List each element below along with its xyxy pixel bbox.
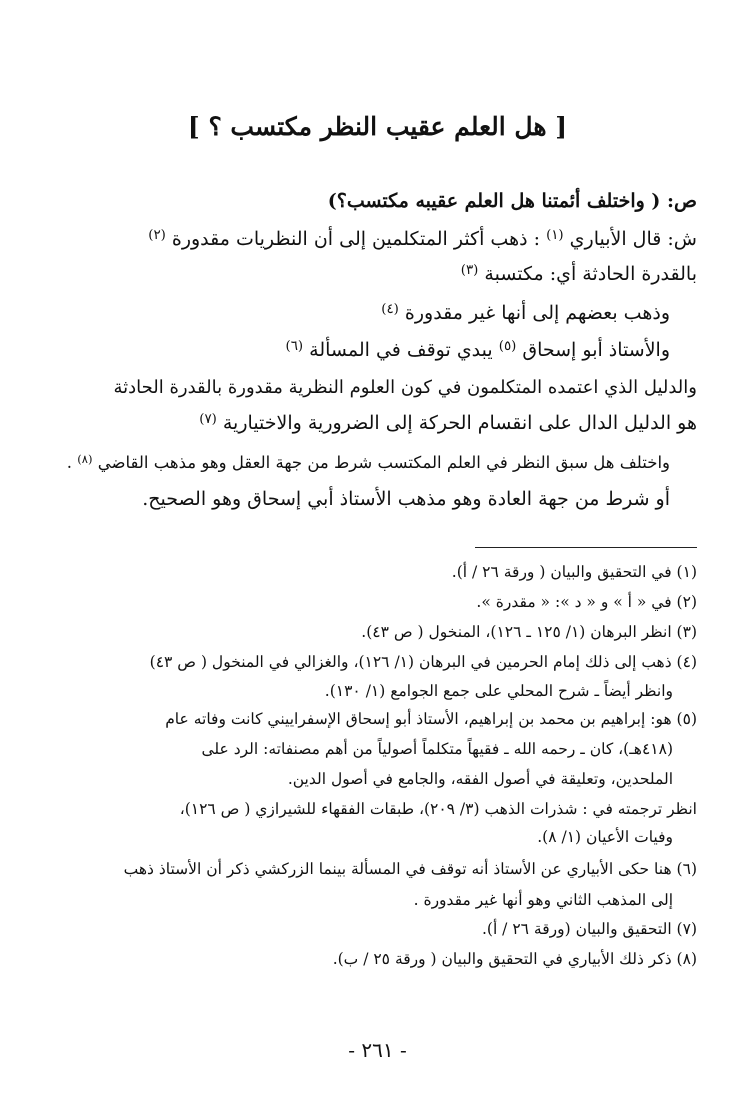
body-line-6: والدليل الذي اعتمده المتكلمون في كون العلوم النظرية مقدورة بالقدرة الحادثة [113, 377, 697, 398]
body-line-1: ص: ( واختلف أئمتنا هل العلم عقيبه مكتسب؟) [327, 190, 697, 212]
footnote-ref: (٧) [199, 412, 217, 428]
footnote-5-cont: الملحدين، وتعليقة في أصول الفقه، والجامع في أصول الدين. [287, 770, 673, 788]
footnote-6: (٦) هنا حكى الأبياري عن الأستاذ أنه توقف في المسألة بينما الزركشي ذكر أن الأستاذ ذهب [123, 860, 697, 878]
footnote-8: (٨) ذكر ذلك الأبياري في التحقيق والبيان ( ورقة ٢٥ / ب). [332, 950, 697, 968]
footnote-5-cont: (٤١٨هـ)، كان ـ رحمه الله ـ فقيهاً متكلماً أصولياً من أهم مصنفاته: الرد على [201, 740, 673, 758]
footnote-5: (٥) هو: إبراهيم بن محمد بن إبراهيم، الأستاذ أبو إسحاق الإسفراييني كانت وفاته عام [165, 710, 697, 728]
footnote-ref: (٨) [77, 452, 93, 466]
body-line-4: وذهب بعضهم إلى أنها غير مقدورة $^{(٤)}$ [381, 302, 670, 324]
footnote-2: (٢) في « أ » و « د »: « مقدرة ». [476, 593, 697, 611]
footnote-3: (٣) انظر البرهان (١/ ١٢٥ ـ ١٢٦)، المنخول ( ص ٤٣). [361, 623, 697, 641]
footnote-1: (١) في التحقيق والبيان ( ورقة ٢٦ / أ). [451, 563, 697, 581]
footnote-5-bio: انظر ترجمته في : شذرات الذهب (٣/ ٢٠٩)، طبقات الفقهاء للشيرازي ( ص ١٢٦)، [179, 800, 697, 818]
footnote-4: (٤) ذهب إلى ذلك إمام الحرمين في البرهان (١/ ١٢٦)، والغزالي في المنخول ( ص ٤٣) [149, 653, 697, 671]
footnote-ref: (١) [546, 228, 564, 244]
footnote-ref: (٥) [498, 339, 517, 355]
body-line-5: والأستاذ أبو إسحاق $^{(٥)}$ يبدي توقف في المسألة $^{(٦)}$ [285, 339, 670, 361]
page-number: - ٢٦١ - [348, 1038, 407, 1062]
footnote-ref: (٣) [460, 263, 479, 279]
body-line-8: واختلف هل سبق النظر في العلم المكتسب شرط من جهة العقل وهو مذهب القاضي $^{(٨)}$ . [66, 452, 670, 473]
footnote-ref: (٢) [148, 228, 166, 244]
footnote-6-cont: إلى المذهب الثاني وهو أنها غير مقدورة . [413, 891, 673, 909]
footnote-4-cont: وانظر أيضاً ـ شرح المحلي على جمع الجوامع (١/ ١٣٠). [324, 682, 673, 700]
footnote-7: (٧) التحقيق والبيان (ورقة ٢٦ / أ). [481, 920, 697, 938]
section-title: [ هل العلم عقيب النظر مكتسب ؟ ] [187, 112, 568, 141]
body-line-2: ش: قال الأبياري $^{(١)}$ : ذهب أكثر المتكلمين إلى أن النظريات مقدورة $^{(٢)}$ [148, 228, 697, 250]
footnote-ref: (٤) [381, 302, 399, 318]
footnote-divider [475, 547, 697, 548]
body-line-3: بالقدرة الحادثة أي: مكتسبة $^{(٣)}$ [460, 263, 697, 285]
footnote-ref: (٦) [285, 339, 304, 355]
body-line-7: هو الدليل الدال على انقسام الحركة إلى الضرورية والاختيارية $^{(٧)}$ [199, 412, 697, 434]
footnote-5-bio-cont: وفيات الأعيان (١/ ٨). [537, 828, 673, 846]
body-line-9: أو شرط من جهة العادة وهو مذهب الأستاذ أبي إسحاق وهو الصحيح. [142, 488, 670, 510]
